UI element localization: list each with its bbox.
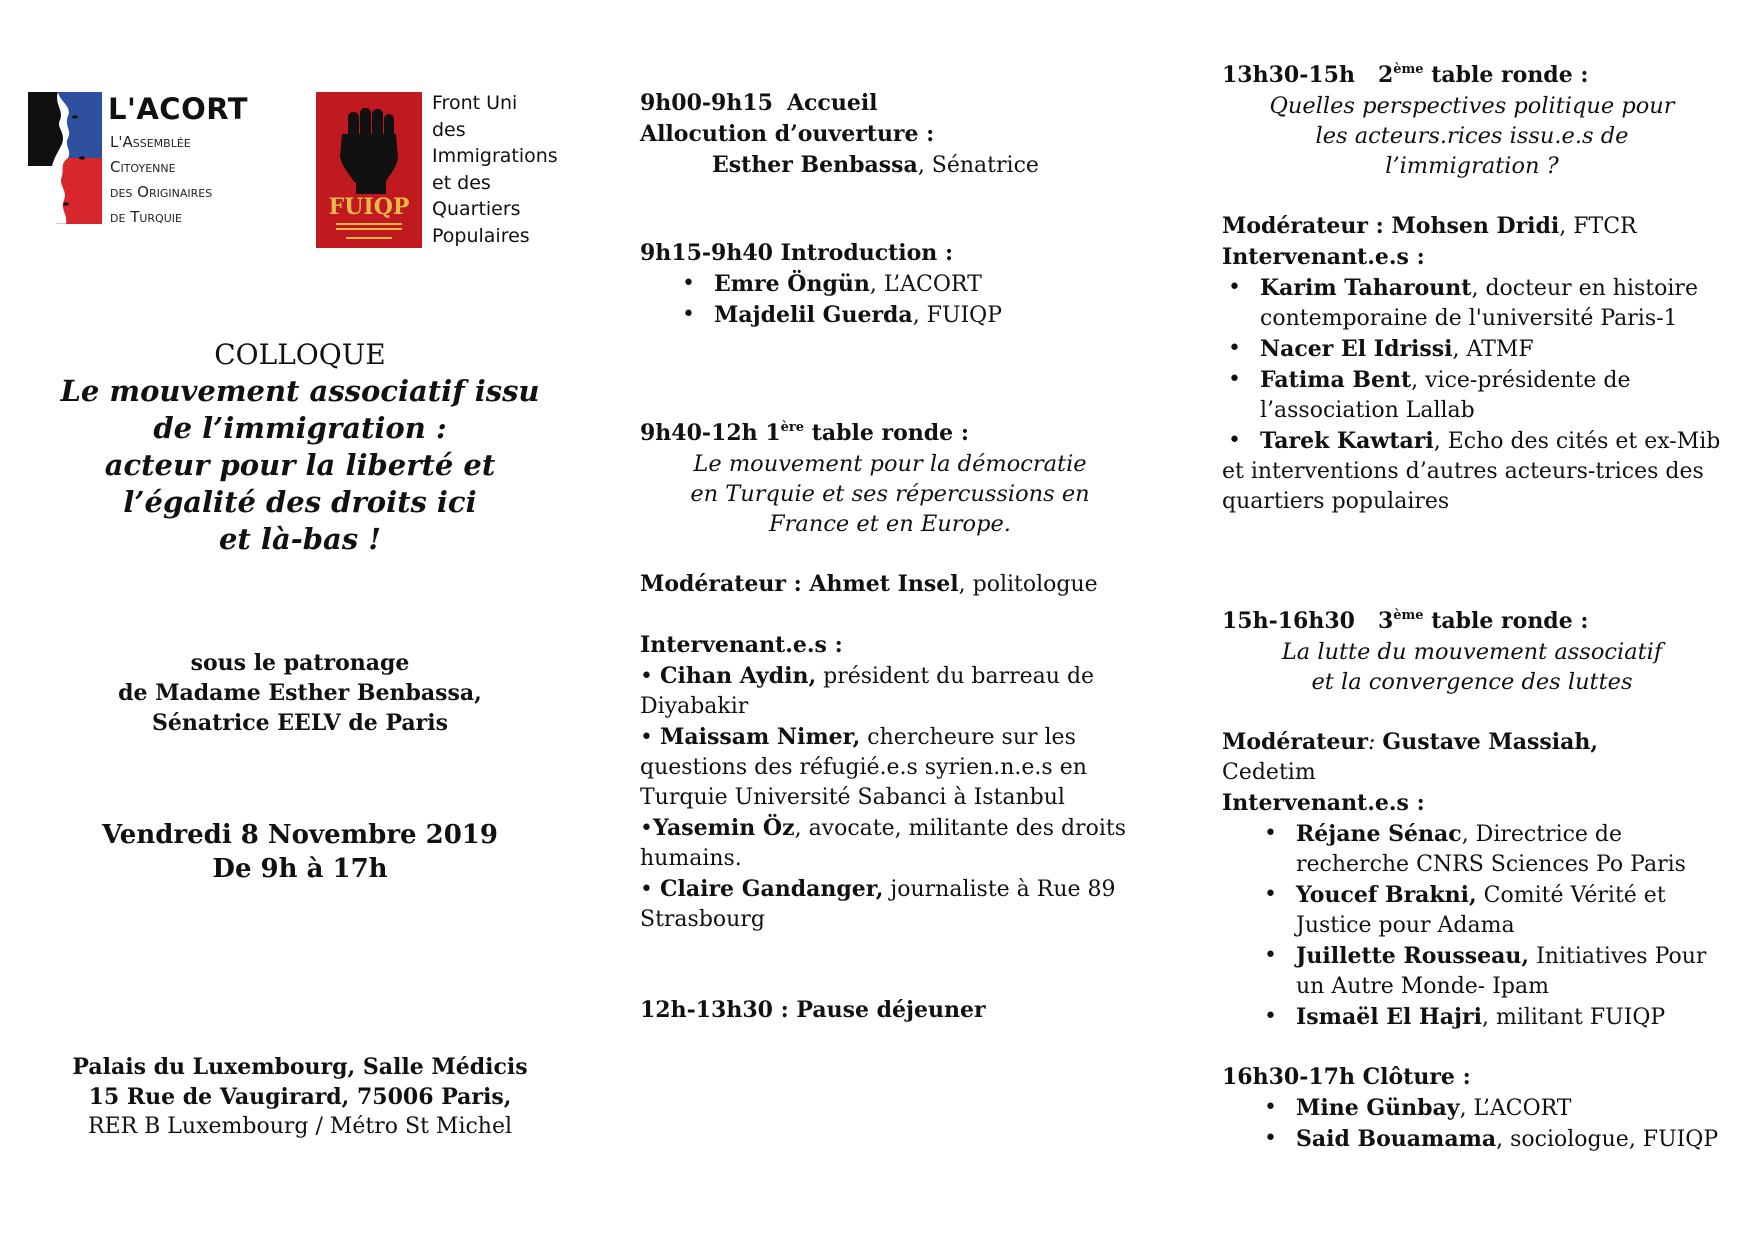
table3-speaker xyxy=(1222,1002,1722,1033)
cloture-speaker xyxy=(1222,1124,1722,1155)
table1-theme xyxy=(640,449,1140,539)
table2-heading-sup: ème xyxy=(1393,62,1424,77)
table2-intervenants-label: Intervenant.e.s : xyxy=(1222,244,1425,270)
table2-moderator-role: , FTCR xyxy=(1559,214,1637,239)
table3-speaker xyxy=(1222,941,1722,1002)
acort-subtitle-line: des Originaires xyxy=(110,183,213,201)
table1-moderator: Modérateur : Ahmet Insel xyxy=(640,571,959,597)
acort-faces-icon xyxy=(28,92,102,224)
table2-others: et interventions d’autres acteurs-trices des quartiers populaires xyxy=(1222,459,1704,514)
fuiqp-logo xyxy=(316,92,576,252)
speaker-name: Réjane Sénac xyxy=(1296,821,1462,847)
table2-theme-line: l’immigration ? xyxy=(1385,153,1559,179)
colloque-theme-line: acteur pour la liberté et xyxy=(104,448,496,482)
speaker-desc: , docteur en histoire contemporaine de l'université Paris-1 xyxy=(1260,276,1698,331)
speaker-name: Emre Öngün xyxy=(714,271,870,297)
table2-speaker xyxy=(1222,273,1722,334)
patronage-line: de Madame Esther Benbassa, xyxy=(118,680,482,706)
table2-speaker xyxy=(1222,365,1722,426)
table1-moderator-role: , politologue xyxy=(958,572,1098,597)
fuiqp-name-line: Immigrations xyxy=(432,145,558,167)
speaker-name: Said Bouamama xyxy=(1296,1126,1497,1152)
pause-label: 12h-13h30 : Pause déjeuner xyxy=(640,997,986,1023)
session-table2 xyxy=(1222,60,1722,517)
fuiqp-badge: FUIQP xyxy=(328,194,410,220)
speaker-desc: , Echo des cités et ex-Mib xyxy=(1433,429,1721,454)
venue-transport: RER B Luxembourg / Métro St Michel xyxy=(87,1114,513,1139)
table3-moderator-name: Gustave Massiah, xyxy=(1382,729,1599,755)
speaker-desc: , Directrice de recherche CNRS Sciences Po Paris xyxy=(1296,822,1686,877)
table2-theme xyxy=(1222,91,1722,181)
fuiqp-name-line: Populaires xyxy=(432,224,530,247)
accueil-time: 9h00-9h15 xyxy=(640,90,773,116)
fuiqp-name-line: Quartiers xyxy=(432,198,521,220)
speaker-desc: Comité Vérité et Justice pour Adama xyxy=(1296,883,1666,938)
table1-theme-line: France et en Europe. xyxy=(769,511,1011,537)
fuiqp-name-line: des xyxy=(432,118,466,141)
speaker-name: Cihan Aydin, xyxy=(659,663,817,689)
speaker-name: Maissam Nimer, xyxy=(659,724,861,750)
table1-heading-sup: ère xyxy=(780,420,805,435)
speaker-name: Ismaël El Hajri xyxy=(1296,1004,1482,1030)
table3-heading-time: 15h-16h30 xyxy=(1222,608,1355,634)
speaker-desc: , L’ACORT xyxy=(1459,1096,1572,1121)
speaker-name: Youcef Brakni, xyxy=(1296,882,1477,908)
speaker-desc: , ATMF xyxy=(1452,337,1534,362)
speaker-desc: , militant FUIQP xyxy=(1481,1005,1666,1030)
table2-heading-time: 13h30-15h xyxy=(1222,62,1355,88)
speaker-name: Nacer El Idrissi xyxy=(1260,336,1453,362)
speaker-desc: , sociologue, FUIQP xyxy=(1496,1127,1719,1152)
acort-subtitle xyxy=(110,130,212,230)
accueil-label: Accueil xyxy=(786,90,878,116)
table3-moderator-label: Modérateur xyxy=(1222,729,1368,755)
intro-speaker xyxy=(676,300,1140,331)
cloture-heading: 16h30-17h Clôture : xyxy=(1222,1064,1471,1090)
table1-theme-line: Le mouvement pour la démocratie xyxy=(693,451,1087,477)
speaker-desc: président du barreau de Diyabakir xyxy=(640,664,1095,719)
table3-theme-line: La lutte du mouvement associatif xyxy=(1281,639,1663,665)
speaker-org: , L’ACORT xyxy=(869,272,982,297)
cloture-speaker xyxy=(1222,1093,1722,1124)
table2-heading-label: table ronde : xyxy=(1423,62,1589,88)
table3-heading-num: 3 xyxy=(1377,608,1394,634)
speaker-desc: , avocate, militante des droits humains. xyxy=(640,816,1126,871)
session-pause xyxy=(640,995,1140,1026)
colloque-theme-line: l’égalité des droits ici xyxy=(123,485,477,519)
table1-theme-line: en Turquie et ses répercussions en xyxy=(690,481,1090,507)
table3-speaker xyxy=(1222,819,1722,880)
speaker-name: Mine Günbay xyxy=(1296,1095,1460,1121)
speaker-name: Tarek Kawtari xyxy=(1260,428,1434,454)
event-date xyxy=(40,818,560,886)
table2-heading-num: 2 xyxy=(1377,62,1394,88)
table2-heading xyxy=(1222,62,1588,88)
speaker-desc: , vice-présidente de l’association Lallab xyxy=(1260,368,1631,423)
table1-heading-label: table ronde : xyxy=(804,420,969,446)
intro-heading: 9h15-9h40 Introduction : xyxy=(640,240,954,266)
table3-moderator-sep: : xyxy=(1368,730,1383,755)
colloque-theme-line: Le mouvement associatif issu xyxy=(60,374,540,408)
table1-heading-time: 9h40-12h 1 xyxy=(640,420,781,446)
table2-speaker xyxy=(1222,334,1722,365)
event-date-line: Vendredi 8 Novembre 2019 xyxy=(101,820,498,850)
session-intro xyxy=(640,238,1140,331)
table1-heading xyxy=(640,420,969,446)
accueil-speaker-role: , Sénatrice xyxy=(917,153,1039,178)
colloque-theme-line: et là-bas ! xyxy=(218,522,381,556)
patronage xyxy=(40,648,560,738)
acort-logo xyxy=(28,92,273,227)
table3-theme-line: et la convergence des luttes xyxy=(1311,669,1633,695)
table1-speaker: • Claire Gandanger, journaliste à Rue 89 Strasbourg xyxy=(640,876,1116,932)
fuiqp-name xyxy=(432,90,558,249)
colloque-label: COLLOQUE xyxy=(214,338,386,371)
patronage-line: sous le patronage xyxy=(190,650,410,676)
table2-theme-line: Quelles perspectives politique pour xyxy=(1269,93,1675,119)
patronage-line: Sénatrice EELV de Paris xyxy=(151,710,448,736)
intro-speaker xyxy=(676,269,1140,300)
speaker-desc: chercheure sur les questions des réfugié.e.s syrien.n.e.s en Turquie Université Sabanci à Istanbul xyxy=(640,725,1087,810)
acort-name: L'ACORT xyxy=(108,92,249,126)
colloque-title xyxy=(40,336,560,558)
table1-speaker: • Maissam Nimer, chercheure sur les questions des réfugié.e.s syrien.n.e.s en Turquie Université Sabanci à Istanbul xyxy=(640,724,1087,810)
table2-speaker xyxy=(1222,426,1722,457)
session-cloture xyxy=(1222,1062,1722,1155)
table1-speaker: •Yasemin Öz, avocate, militante des droits humains. xyxy=(640,815,1126,871)
speaker-name: Juillette Rousseau, xyxy=(1296,943,1530,969)
fuiqp-name-line: Front Uni xyxy=(432,92,518,114)
speaker-desc: Initiatives Pour un Autre Monde- Ipam xyxy=(1296,944,1707,999)
allocution-label: Allocution d’ouverture : xyxy=(640,121,935,147)
table3-heading-label: table ronde : xyxy=(1423,608,1589,634)
speaker-name: Claire Gandanger, xyxy=(659,876,884,902)
speaker-name: Fatima Bent xyxy=(1260,367,1412,393)
venue xyxy=(40,1052,560,1142)
table1-intervenants-label: Intervenant.e.s : xyxy=(640,632,843,658)
speaker-name: Karim Taharount xyxy=(1260,275,1472,301)
table3-heading-sup: ème xyxy=(1393,608,1424,623)
session-table1 xyxy=(640,418,1140,935)
acort-subtitle-line: de Turquie xyxy=(110,208,182,226)
table3-moderator-role: Cedetim xyxy=(1222,760,1316,785)
accueil-speaker: Esther Benbassa xyxy=(712,152,918,178)
table1-speaker: • Cihan Aydin, président du barreau de Diyabakir xyxy=(640,663,1095,719)
event-time-line: De 9h à 17h xyxy=(212,854,388,884)
table3-intervenants-label: Intervenant.e.s : xyxy=(1222,790,1425,816)
speaker-desc: journaliste à Rue 89 Strasbourg xyxy=(640,877,1116,932)
colloque-theme-line: de l’immigration : xyxy=(153,411,447,445)
acort-subtitle-line: L'Assemblée xyxy=(110,133,191,151)
table3-heading xyxy=(1222,608,1588,634)
fuiqp-name-line: et des xyxy=(432,171,491,194)
session-accueil xyxy=(640,88,1140,181)
venue-address: 15 Rue de Vaugirard, 75006 Paris, xyxy=(88,1084,512,1110)
venue-hall: Palais du Luxembourg, Salle Médicis xyxy=(72,1054,528,1080)
table2-moderator: Modérateur : Mohsen Dridi xyxy=(1222,213,1560,239)
table3-speaker xyxy=(1222,880,1722,941)
speaker-org: , FUIQP xyxy=(912,303,1003,328)
speaker-name: Yasemin Öz xyxy=(652,815,795,841)
speaker-name: Majdelil Guerda xyxy=(714,302,913,328)
table2-theme-line: les acteurs.rices issu.e.s de xyxy=(1315,123,1629,149)
raised-fist-icon xyxy=(316,92,422,248)
session-table3 xyxy=(1222,606,1722,1033)
acort-subtitle-line: Citoyenne xyxy=(110,158,176,176)
table3-theme xyxy=(1222,637,1722,697)
